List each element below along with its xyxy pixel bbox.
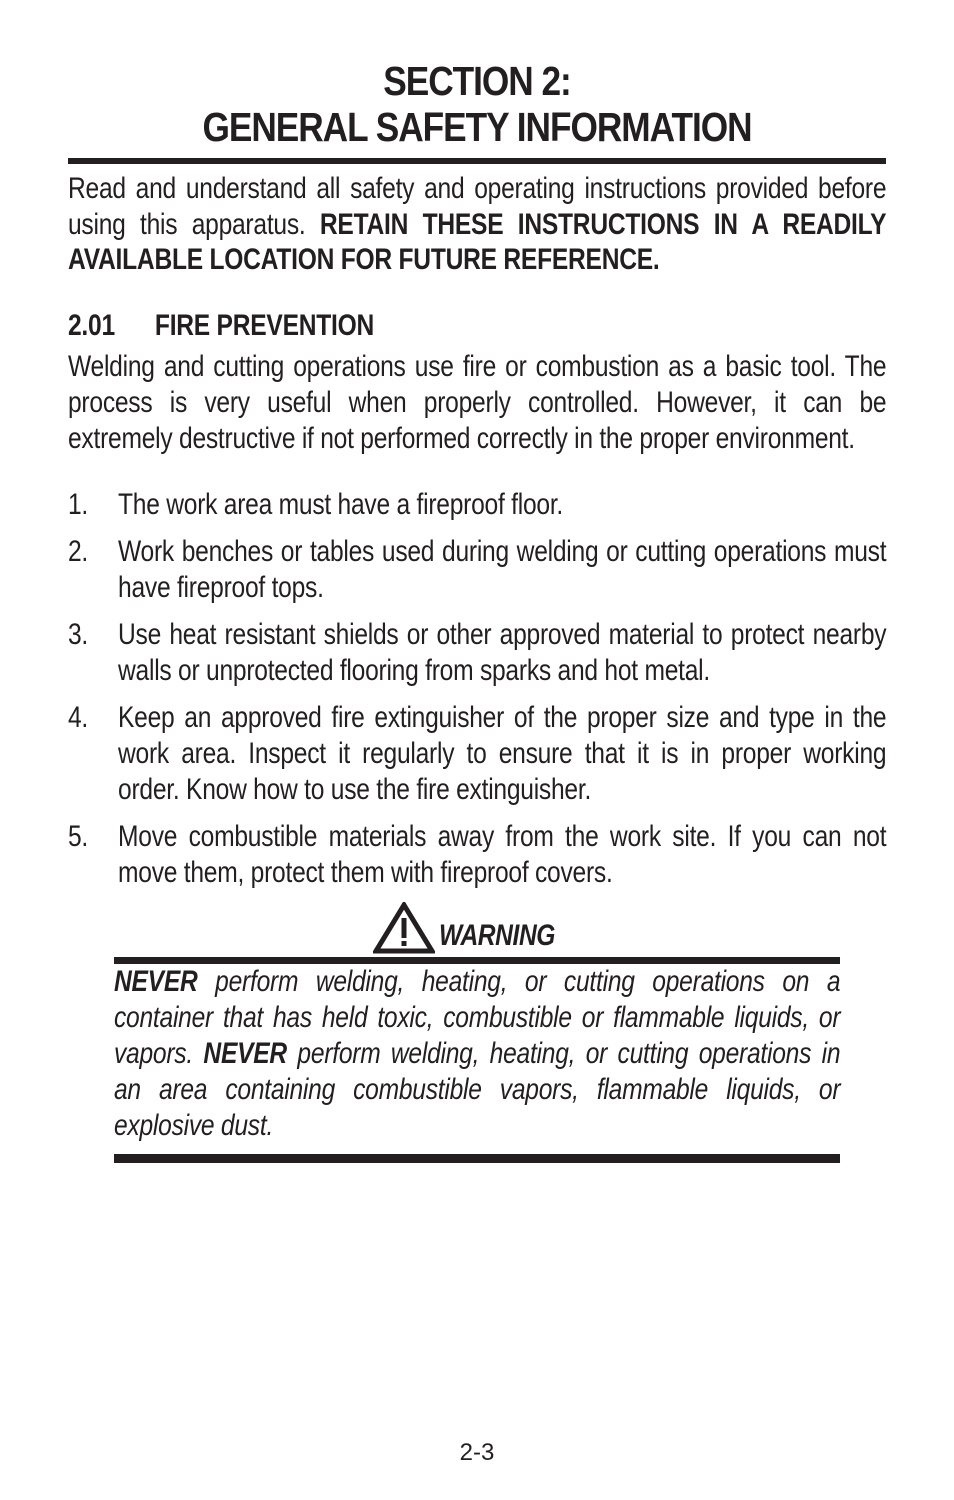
title-divider: [68, 158, 886, 164]
section-title: FIRE PREVENTION: [154, 308, 375, 342]
list-marker: 4.: [68, 700, 89, 734]
page-content: [68, 0, 886, 902]
warning-never-1: NEVER: [114, 965, 198, 998]
warning-divider-top: [114, 957, 840, 964]
warning-text: [114, 964, 840, 1144]
title-line-2: GENERAL SAFETY INFORMATION: [202, 104, 752, 150]
list-item: [68, 700, 886, 808]
section-paragraph: Welding and cutting operations use fire or combustion as a basic tool. The process is very useful when properly controlled. However, it can be extremely destructive if not performed correctly in the proper environment.: [68, 349, 887, 455]
body-block: [68, 171, 886, 891]
warning-never-2: NEVER: [203, 1037, 287, 1070]
intro-emphasis: RETAIN THESE INSTRUCTIONS IN A READILY AVAILABLE LOCATION FOR FUTURE REFERENCE.: [68, 207, 887, 276]
list-item: [68, 534, 886, 606]
list-marker: 3.: [68, 617, 89, 651]
warning-text-1: perform welding, heating, or cutting operations on a container that has held toxic, combustible or flammable liquids, or vapors.: [114, 965, 841, 1070]
list-item: [68, 487, 886, 523]
page-title: [125, 58, 828, 150]
list-item-text: The work area must have a fireproof floor.: [118, 487, 564, 521]
warning-header: [114, 902, 840, 954]
warning-triangle-icon: [373, 902, 435, 954]
list-marker: 2.: [68, 534, 89, 568]
list-item-text: Use heat resistant shields or other approved material to protect nearby walls or unprotected flooring from sparks and hot metal.: [118, 617, 887, 687]
intro-text: Read and understand all safety and operating instructions provided before using this apparatus.: [68, 172, 887, 241]
title-line-1: SECTION 2:: [383, 58, 571, 104]
warning-text-block: [114, 964, 840, 1144]
section-number: 2.01: [68, 308, 115, 342]
list-marker: 5.: [68, 819, 89, 853]
warning-label: WARNING: [439, 919, 556, 952]
warning-divider-bottom: [114, 1154, 840, 1163]
intro-paragraph: [68, 171, 886, 278]
list-item: [68, 617, 886, 689]
list-marker: 1.: [68, 487, 89, 521]
page-number: 2-3: [459, 1439, 495, 1466]
warning-box: [114, 902, 840, 1163]
warning-text-2: perform welding, heating, or cutting operations in an area containing combustible vapors, flammable liquids, or explosive dust.: [114, 1037, 841, 1142]
fire-prevention-list: [68, 487, 886, 891]
list-item: [68, 819, 886, 891]
list-item-text: Work benches or tables used during welding or cutting operations must have fireproof tops.: [118, 534, 887, 604]
section-heading: [68, 308, 886, 344]
list-item-text: Move combustible materials away from the work site. If you can not move them, protect them with fireproof covers.: [118, 819, 887, 889]
list-item-text: Keep an approved fire extinguisher of the proper size and type in the work area. Inspect it regularly to ensure that it is in proper working order. Know how to use the fire extinguisher.: [118, 700, 887, 806]
